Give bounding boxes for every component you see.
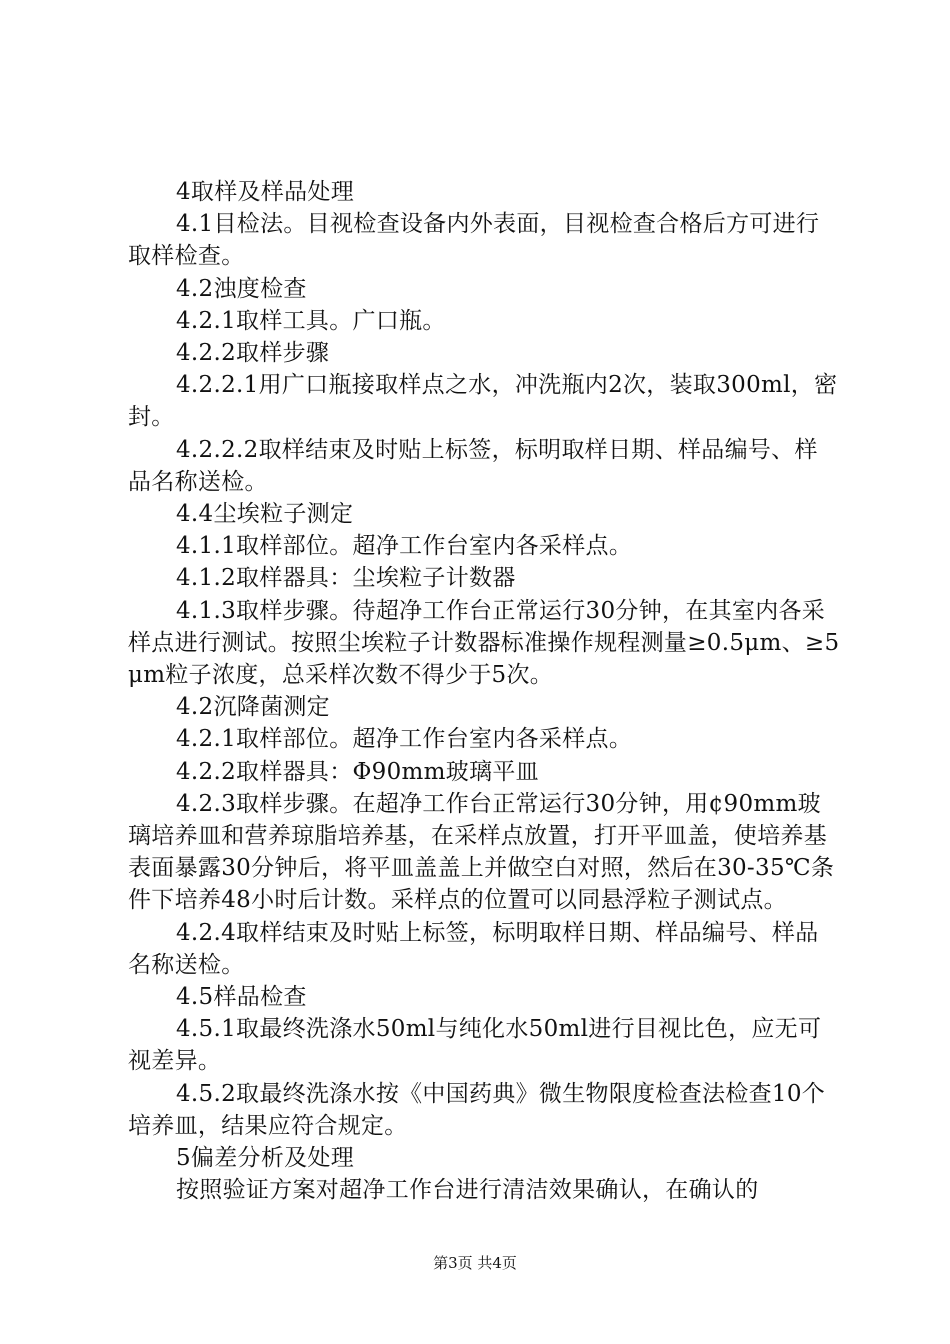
paragraph: 4.2.1取样工具。广口瓶。 — [176, 307, 446, 334]
paragraph: 4.2.1取样部位。超净工作台室内各采样点。 — [176, 726, 633, 753]
paragraph: 4.1.1取样部位。超净工作台室内各采样点。 — [176, 533, 633, 560]
paragraph: 4.2.2取样器具：Φ90mm玻璃平皿 — [176, 758, 539, 785]
section-heading: 4取样及样品处理 — [176, 179, 355, 205]
subsection-heading: 4.2.2取样步骤 — [176, 340, 330, 367]
paragraph: 4.1.3取样步骤。待超净工作台正常运行30分钟，在其室内各采样点进行测试。按照尘埃粒子计数器标准操作规程测量≥0.5μm、≥5μm粒子浓度，总采样次数不得少于5次。 — [128, 597, 840, 689]
section-heading: 5偏差分析及处理 — [176, 1145, 355, 1172]
subsection-heading: 4.4尘埃粒子测定 — [176, 501, 354, 528]
paragraph: 4.1.2取样器具：尘埃粒子计数器 — [176, 565, 516, 592]
subsection-heading: 4.5样品检查 — [176, 984, 307, 1011]
paragraph: 按照验证方案对超净工作台进行清洁效果确认，在确认的 — [176, 1177, 759, 1204]
paragraph: 4.2.2.2取样结束及时贴上标签，标明取样日期、样品编号、样品名称送检。 — [128, 436, 818, 495]
paragraph: 4.2.4取样结束及时贴上标签，标明取样日期、样品编号、样品名称送检。 — [128, 919, 819, 978]
paragraph: 4.5.1取最终洗涤水50ml与纯化水50ml进行目视比色，应无可视差异。 — [128, 1016, 822, 1075]
subsection-heading: 4.2浊度检查 — [176, 275, 307, 302]
paragraph: 4.2.3取样步骤。在超净工作台正常运行30分钟，用¢90mm玻璃培养皿和营养琼脂培养基，在采样点放置，打开平皿盖，使培养基表面暴露30分钟后，将平皿盖盖上并做空白对照，然后在30-35℃条件下培养48小时后计数。采样点的位置可以同悬浮粒子测试点。 — [128, 790, 835, 914]
subsection-heading: 4.2沉降菌测定 — [176, 694, 330, 721]
page-footer: 第3页 共4页 — [433, 1254, 517, 1272]
document-body — [128, 176, 840, 1207]
paragraph: 4.1目检法。目视检查设备内外表面，目视检查合格后方可进行取样检查。 — [128, 211, 820, 270]
paragraph: 4.5.2取最终洗涤水按《中国药典》微生物限度检查法检查10个培养皿，结果应符合规定。 — [128, 1080, 826, 1139]
paragraph: 4.2.2.1用广口瓶接取样点之水，冲洗瓶内2次，装取300ml，密封。 — [128, 372, 838, 431]
